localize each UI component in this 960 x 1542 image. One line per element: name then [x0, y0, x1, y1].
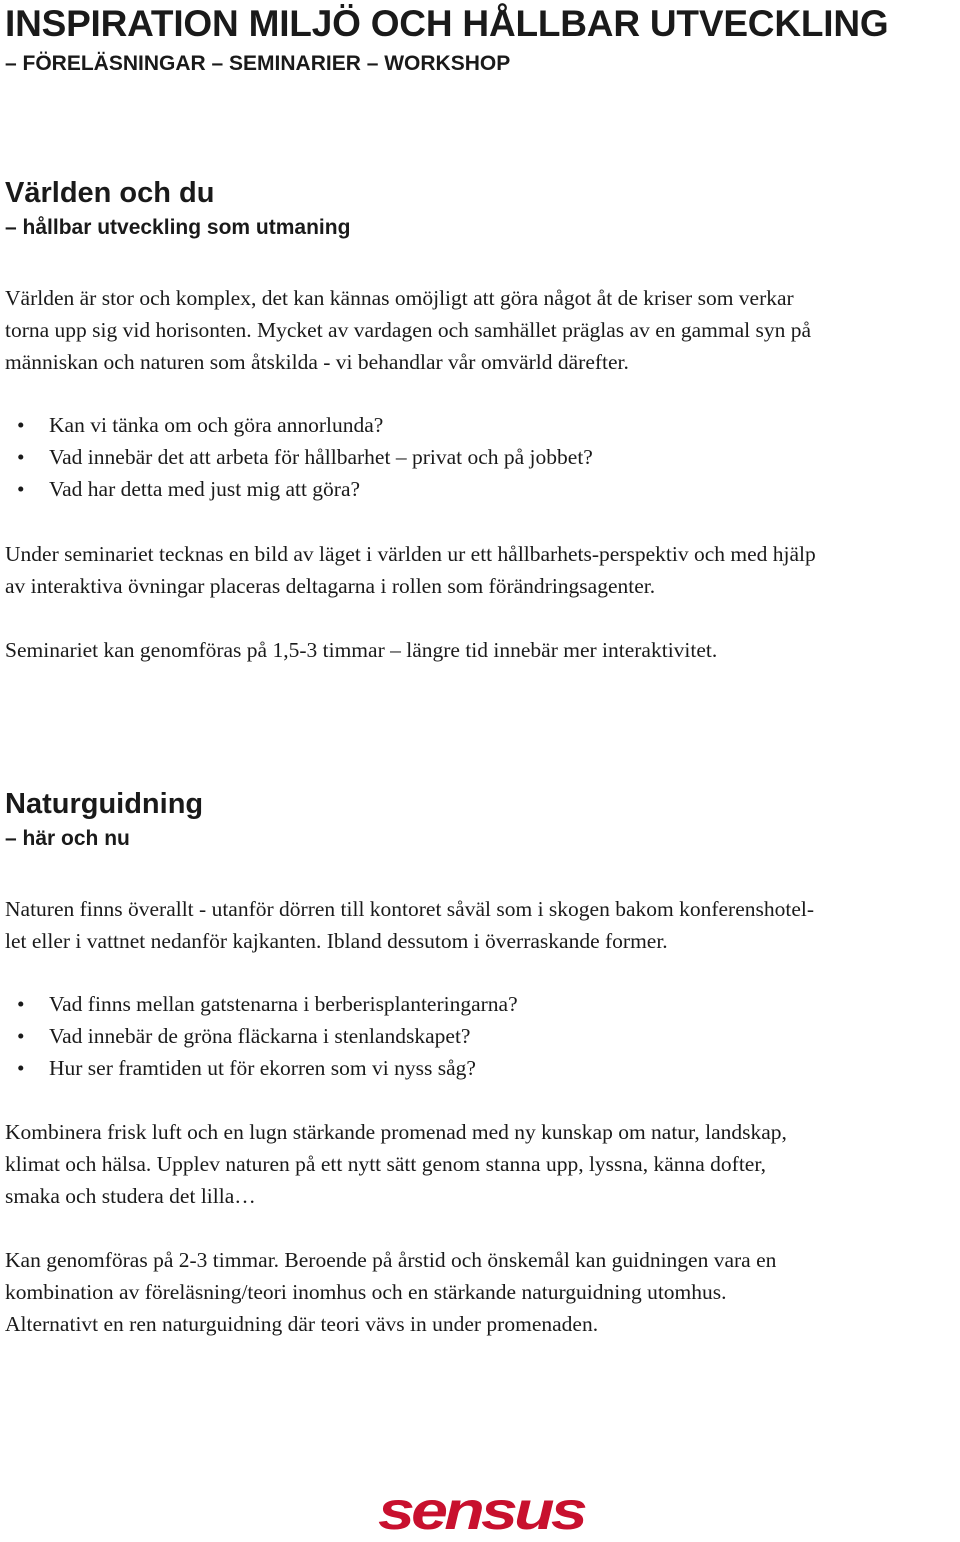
list-item-text: Vad innebär det att arbeta för hållbarhet – privat och på jobbet?	[49, 445, 593, 469]
text-line: av interaktiva övningar placeras deltagarna i rollen som förändringsagenter.	[5, 574, 656, 598]
page-title: INSPIRATION MILJÖ OCH HÅLLBAR UTVECKLING	[5, 3, 889, 44]
text-line: let eller i vattnet nedanför kajkanten. Ibland dessutom i överraskande former.	[5, 929, 668, 953]
text-line: smaka och studera det lilla…	[5, 1184, 256, 1208]
list-item	[5, 409, 593, 441]
list-item	[5, 1052, 518, 1084]
bullet-icon: •	[17, 413, 25, 437]
section2-paragraph-2	[5, 1116, 787, 1212]
list-item-text: Kan vi tänka om och göra annorlunda?	[49, 413, 384, 437]
bullet-icon: •	[17, 1056, 25, 1080]
text-line: Naturen finns överallt - utanför dörren till kontoret såväl som i skogen bakom konferenshotel-	[5, 897, 815, 921]
section1-bullet-list	[5, 409, 593, 505]
text-line: kombination av föreläsning/teori inomhus och en stärkande naturguidning utomhus.	[5, 1280, 727, 1304]
section-subheading-varlden: – hållbar utveckling som utmaning	[5, 216, 351, 239]
text-line: torna upp sig vid horisonten. Mycket av vardagen och samhället präglas av en gammal syn på	[5, 318, 812, 342]
section1-intro	[5, 282, 811, 378]
text-line: Under seminariet tecknas en bild av läget i världen ur ett hållbarhets-perspektiv och med hjälp	[5, 542, 816, 566]
bullet-icon: •	[17, 477, 25, 501]
bullet-icon: •	[17, 445, 25, 469]
list-item-text: Vad finns mellan gatstenarna i berberisplanteringarna?	[49, 992, 518, 1016]
text-line: Alternativt en ren naturguidning där teori vävs in under promenaden.	[5, 1312, 599, 1336]
sensus-logo-icon	[375, 1487, 587, 1537]
bullet-icon: •	[17, 1024, 25, 1048]
list-item-text: Vad har detta med just mig att göra?	[49, 477, 361, 501]
bullet-icon: •	[17, 992, 25, 1016]
section1-paragraph-3: Seminariet kan genomföras på 1,5-3 timmar – längre tid innebär mer interaktivitet.	[5, 638, 718, 662]
text-line: människan och naturen som åtskilda - vi behandlar vår omvärld därefter.	[5, 350, 629, 374]
section2-paragraph-3	[5, 1244, 776, 1340]
text-line: Världen är stor och komplex, det kan kännas omöjligt att göra något åt de kriser som verkar	[5, 286, 794, 310]
section-heading-varlden: Världen och du	[5, 177, 215, 209]
page-subtitle: – FÖRELÄSNINGAR – SEMINARIER – WORKSHOP	[5, 52, 511, 75]
list-item	[5, 441, 593, 473]
section-subheading-naturguidning: – här och nu	[5, 827, 130, 850]
list-item-text: Vad innebär de gröna fläckarna i stenlandskapet?	[49, 1024, 471, 1048]
section2-intro	[5, 893, 814, 957]
text-line: Kombinera frisk luft och en lugn stärkande promenad med ny kunskap om natur, landskap,	[5, 1120, 787, 1144]
list-item	[5, 988, 518, 1020]
section1-paragraph-2	[5, 538, 816, 602]
section2-bullet-list	[5, 988, 518, 1084]
text-line: Kan genomföras på 2-3 timmar. Beroende på årstid och önskemål kan guidningen vara en	[5, 1248, 777, 1272]
list-item-text: Hur ser framtiden ut för ekorren som vi nyss såg?	[49, 1056, 476, 1080]
list-item	[5, 1020, 518, 1052]
list-item	[5, 473, 593, 505]
logo-wordmark: sensus	[378, 1487, 587, 1537]
sensus-logo	[375, 1487, 587, 1537]
text-line: klimat och hälsa. Upplev naturen på ett nytt sätt genom stanna upp, lyssna, känna dofter,	[5, 1152, 767, 1176]
section-heading-naturguidning: Naturguidning	[5, 788, 204, 820]
